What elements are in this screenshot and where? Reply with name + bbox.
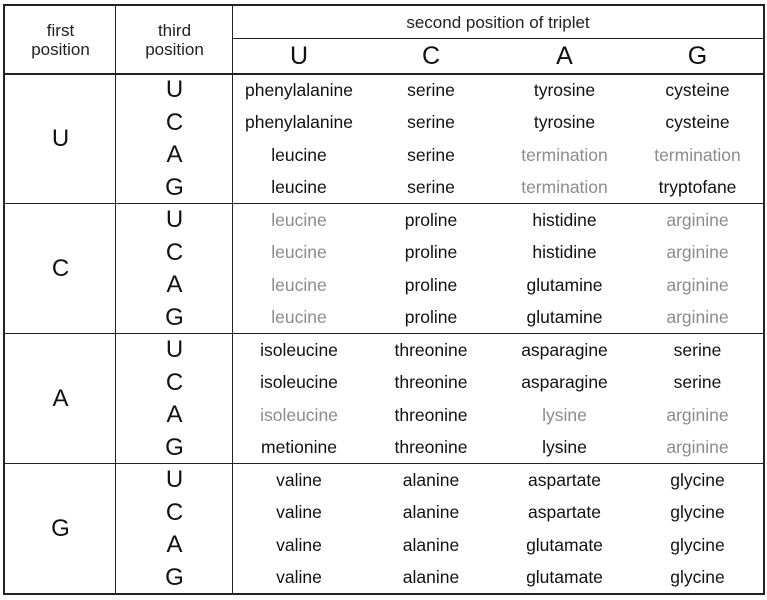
amino-acid-cell: glycine [670, 567, 725, 588]
third-position-letter-c: C [165, 368, 184, 396]
second-position-letter-c: C [421, 42, 441, 70]
amino-acid-cell: glutamate [526, 534, 603, 555]
amino-acid-cell: arginine [666, 437, 729, 458]
amino-acid-cell: metionine [261, 437, 337, 458]
amino-acid-cell: asparagine [521, 339, 608, 360]
amino-acid-cell: leucine [271, 307, 327, 328]
third-position-letter-g: G [165, 563, 184, 591]
amino-acid-cell: asparagine [521, 372, 608, 393]
third-position-letter-a: A [166, 531, 183, 559]
third-position-letter-u: U [165, 336, 184, 364]
amino-acid-cell: alanine [402, 469, 460, 490]
amino-acid-cell: phenylalanine [244, 79, 353, 100]
third-position-letter-g: G [165, 433, 184, 461]
amino-acid-cell: serine [407, 112, 455, 133]
amino-acid-cell: alanine [402, 567, 460, 588]
amino-acid-cell: valine [276, 502, 322, 523]
divider-second-header [233, 38, 763, 39]
amino-acid-cell: phenylalanine [244, 112, 353, 133]
amino-acid-cell: valine [276, 567, 322, 588]
header-third-label: third position [145, 21, 204, 59]
amino-acid-cell: proline [404, 307, 458, 328]
first-position-letter-c: C [51, 255, 70, 282]
amino-acid-cell: leucine [271, 177, 327, 198]
third-position-letter-u: U [165, 206, 184, 234]
amino-acid-cell: tyrosine [533, 112, 596, 133]
amino-acid-cell: cysteine [665, 112, 730, 133]
amino-acid-cell: aspartate [528, 502, 601, 523]
third-position-letter-c: C [165, 238, 184, 266]
amino-acid-cell: isoleucine [260, 372, 338, 393]
third-position-letter-g: G [165, 303, 184, 331]
amino-acid-cell: threonine [394, 437, 468, 458]
amino-acid-cell: cysteine [665, 79, 730, 100]
amino-acid-cell: glutamine [526, 307, 603, 328]
first-position-letter-g: G [51, 515, 70, 542]
amino-acid-cell: arginine [666, 404, 729, 425]
amino-acid-cell: glutamine [526, 274, 603, 295]
amino-acid-cell: leucine [271, 274, 327, 295]
amino-acid-cell: serine [407, 79, 455, 100]
header-second-label: second position of triplet [406, 13, 590, 32]
amino-acid-cell: arginine [666, 307, 729, 328]
amino-acid-cell: histidine [532, 209, 597, 230]
amino-acid-cell: histidine [532, 242, 597, 263]
amino-acid-cell: tryptofane [658, 177, 737, 198]
amino-acid-cell: alanine [402, 534, 460, 555]
amino-acid-cell: termination [521, 177, 608, 198]
amino-acid-cell: isoleucine [260, 339, 338, 360]
amino-acid-cell: glycine [670, 534, 725, 555]
amino-acid-cell: serine [407, 177, 455, 198]
amino-acid-cell: glycine [670, 502, 725, 523]
third-position-letter-a: A [166, 141, 183, 169]
amino-acid-cell: arginine [666, 242, 729, 263]
amino-acid-cell: serine [407, 144, 455, 165]
third-position-letter-g: G [165, 173, 184, 201]
header-first-position [5, 6, 116, 74]
header-third-position [116, 6, 233, 74]
amino-acid-cell: proline [404, 274, 458, 295]
first-position-letter-a: A [52, 385, 69, 412]
amino-acid-cell: valine [276, 534, 322, 555]
third-position-letter-a: A [166, 271, 183, 299]
second-position-letter-g: G [687, 42, 708, 70]
third-position-letter-u: U [165, 466, 184, 494]
amino-acid-cell: leucine [271, 209, 327, 230]
amino-acid-cell: termination [521, 144, 608, 165]
amino-acid-cell: glutamate [526, 567, 603, 588]
third-position-letter-a: A [166, 401, 183, 429]
amino-acid-cell: arginine [666, 274, 729, 295]
amino-acid-cell: arginine [666, 209, 729, 230]
amino-acid-cell: leucine [271, 242, 327, 263]
amino-acid-cell: serine [673, 339, 722, 360]
amino-acid-cell: threonine [394, 404, 468, 425]
amino-acid-cell: threonine [394, 372, 468, 393]
amino-acid-cell: proline [404, 209, 458, 230]
codon-table [3, 4, 765, 595]
first-position-letter-u: U [51, 125, 70, 152]
amino-acid-cell: alanine [402, 502, 460, 523]
header-second-position [233, 6, 763, 39]
amino-acid-cell: isoleucine [260, 404, 338, 425]
third-position-letter-u: U [165, 76, 184, 104]
amino-acid-cell: lysine [542, 404, 587, 425]
second-position-letter-u: U [289, 42, 309, 70]
header-first-label: first position [31, 21, 90, 59]
amino-acid-cell: glycine [670, 469, 725, 490]
amino-acid-cell: proline [404, 242, 458, 263]
amino-acid-cell: tyrosine [533, 79, 596, 100]
third-position-letter-c: C [165, 108, 184, 136]
amino-acid-cell: threonine [394, 339, 468, 360]
amino-acid-cell: serine [673, 372, 722, 393]
amino-acid-cell: lysine [542, 437, 587, 458]
second-position-letter-a: A [556, 42, 573, 70]
amino-acid-cell: valine [276, 469, 322, 490]
amino-acid-cell: aspartate [528, 469, 601, 490]
amino-acid-cell: termination [654, 144, 741, 165]
third-position-letter-c: C [165, 498, 184, 526]
amino-acid-cell: leucine [271, 144, 327, 165]
